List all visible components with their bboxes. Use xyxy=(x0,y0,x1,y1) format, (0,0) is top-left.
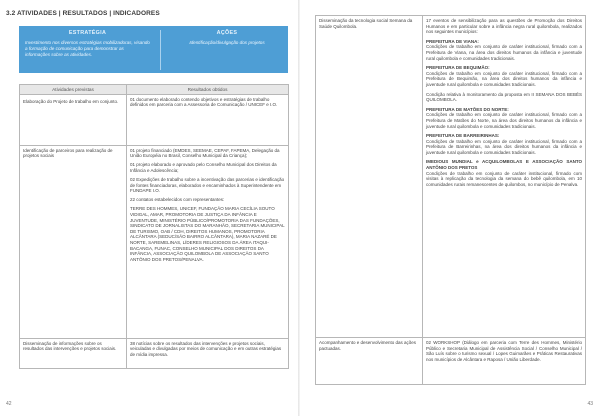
col-header-activities: Atividades previstas xyxy=(20,85,127,95)
left-page xyxy=(0,0,298,416)
actions-title: AÇÕES xyxy=(216,30,238,36)
result-text: Condições de trabalho em conjunto de caráter institucional, firmado com a Prefeitura de Barreirinhas, na área dos direitos humanos da infância e juventude rural quilombola e comunidades tradicionais. xyxy=(426,138,582,155)
result-text: Condições de trabalho em conjunto de caráter institucional, firmado com a Prefeitura de Bequimão, na área dos direitos humanos da infância e juventude rural quilombola e comunidades tradicionais. xyxy=(426,70,582,87)
result-text: Condição relativa à monitoramento da proposta em II SEMANA DOS BEBÊS QUILOMBOLA. xyxy=(426,91,582,103)
results-table-left xyxy=(19,84,289,369)
result-heading: IMEDIOUS MUNDIAL e ACQUILOMBOLAS E ASSOCIAÇÃO SANTO ANTÔNIO DOS PRETOS xyxy=(426,159,582,171)
actions-text: Identificação/divulgação dos projetos xyxy=(189,40,265,45)
result-text: Condições de trabalho em conjunto de caráter institucional, firmado com a Prefeitura de Viana, na área dos direitos humanos da infância e juventude rural quilombola e comunidades tradicionais. xyxy=(426,44,582,61)
activity-cell: Elaboração do Projeto de trabalho em conjunto. xyxy=(20,94,127,145)
table-row xyxy=(20,94,289,145)
results-cell xyxy=(127,145,289,338)
section-title: 3.2 ATIVIDADES | RESULTADOS | INDICADORES xyxy=(6,10,160,17)
result-paragraph: 38 notícias sobre os resultados das intervenções e projetos sociais, veiculadas e divulgadas por meios de comunicação e em outras estratégias de mídia impressa. xyxy=(130,340,282,357)
result-heading: PREFEITURA DE MATÕES DO NORTE: xyxy=(426,106,509,112)
activity-cell: Disseminação da tecnologia social Semana da Saúde Quilombola. xyxy=(316,16,423,338)
result-block xyxy=(426,39,582,61)
right-page xyxy=(300,0,600,416)
result-block xyxy=(426,18,582,35)
result-heading: PREFEITURA DE BEQUIMÃO: xyxy=(426,65,490,71)
result-paragraph: 02 Expedições de trabalho sobre a incentivação das parcerias e identificação de fontes financiadoras, elaborados e encaminhados à Superintendente em FUNDAPE I.O. xyxy=(130,176,285,194)
results-cell xyxy=(423,338,586,385)
result-block xyxy=(426,159,582,187)
result-block xyxy=(426,107,582,129)
strategy-header-box xyxy=(19,26,288,73)
actions-column xyxy=(160,30,288,70)
result-text: Condições de trabalho em conjunto de caráter institucional, firmado com a Prefeitura de Matões do Norte, na área dos direitos humanos da infância e juventude rural quilombola e comunidades tradicionais. xyxy=(426,112,582,129)
result-block xyxy=(426,92,582,103)
page-number-right: 43 xyxy=(587,401,593,407)
result-paragraph: TERRE DES HOMMES, UNICEF, FUNDAÇÃO MARIA CECÍLIA SOUTO VIDIGAL, AMAR, PROMOTORIA DE JUSTIÇA DA INFÂNCIA E JUVENTUDE, MINISTÉRIO PÚBLICO/PROMOTORIA DAS FUNDAÇÕES, SINDICATO DE JORNALISTAS DO MARANHÃO, SECRETARIA MUNICIPAL DE TURISMO, OAB / CDH, DIREITOS HUMANOS, PROMOTORIA ALCÂNTARA (SEDUC/SÃO BAIRRO ALCÂNTARA), MARIA NAZARÉ DE NORTE, SAREMELINAS, LÍDERES RELIGIOSOS DA ÁREA ITAQUI-BACANGA, FUNAC, CONSELHO MUNICIPAL DOS DIREITOS DA INFÂNCIA, ASSOCIAÇÃO QUILOMBOLA DE ASSOCIAÇÃO SANTO ANTÔNIO DOS PRETOS/PENALVA. xyxy=(130,206,285,262)
table-row xyxy=(316,16,586,338)
result-text: Condições de trabalho em conjunto de caráter institucional, firmado com visitas à replicação da tecnologia da semana do bebê quilombola, em 10 comunidades rurais remanescentes de quilombos, no município de Penalva. xyxy=(426,170,582,187)
result-block xyxy=(426,65,582,87)
results-table-right xyxy=(315,15,586,385)
result-paragraph: 22 contatos estabelecidos com representantes: xyxy=(130,197,225,203)
results-cell xyxy=(127,94,289,145)
strategy-text: Investimento nos diversos estratégias mobilizadoras, visando a formação de comunicação para demonstrar as informações sobre as atividades. xyxy=(25,40,150,58)
results-cell xyxy=(127,338,289,368)
result-heading: PREFEITURA DE BARREIRINHAS: xyxy=(426,133,500,139)
table-row xyxy=(20,338,289,368)
result-paragraph: 01 projeto elaborado e aprovado pelo Conselho Municipal dos Direitos da Infância e Adolescência; xyxy=(130,162,277,173)
activity-cell: Identificação de parceiros para realização de projetos sociais xyxy=(20,145,127,338)
result-paragraph: 01 documento elaborado contendo objetivos e estratégias de trabalho definidos em parceria com a Assessoria de Comunicação / UNICEF e I.O. xyxy=(130,96,278,108)
result-paragraph: 01 projeto financiado (EMDES, SEEMAE, CEPAF, FAPEMA, Delegação da União Européia no Brasil, Conselho Municipal da Criança); xyxy=(130,147,280,159)
table-row xyxy=(316,338,586,385)
strategy-title: ESTRATÉGIA xyxy=(68,30,107,36)
result-text: 17 eventos de sensibilização para as questões de Promoção dos Direitos Humanos e em particular sobre a infância negra rural quilombola, realizados nos seguintes municípios: xyxy=(426,18,582,35)
result-block xyxy=(426,340,582,362)
results-cell xyxy=(423,16,586,338)
result-text: 02 WORKSHOP (Diálogo em parceria com Terre des Hommes, Ministério Público e Secretaria Municipal de Assistência Social / Conselho Municipal / São Luís sobre o turismo sexual / Lopes Guimarães e Práticas Restaurativas nos municípios de Alcântara e Raposa / União Liberdade. xyxy=(426,340,582,362)
page-number-left: 42 xyxy=(6,401,12,407)
table-row xyxy=(20,145,289,338)
result-block xyxy=(426,133,582,155)
col-header-results: Resultados obtidos xyxy=(127,85,289,95)
result-heading: PREFEITURA DE VIANA: xyxy=(426,38,479,44)
activity-cell: Acompanhamento e desenvolvimento das ações pactuadas. xyxy=(316,338,423,385)
strategy-column xyxy=(25,30,150,70)
activity-cell: Disseminação de informações sobre os resultados das intervenções e projetos sociais. xyxy=(20,338,127,368)
